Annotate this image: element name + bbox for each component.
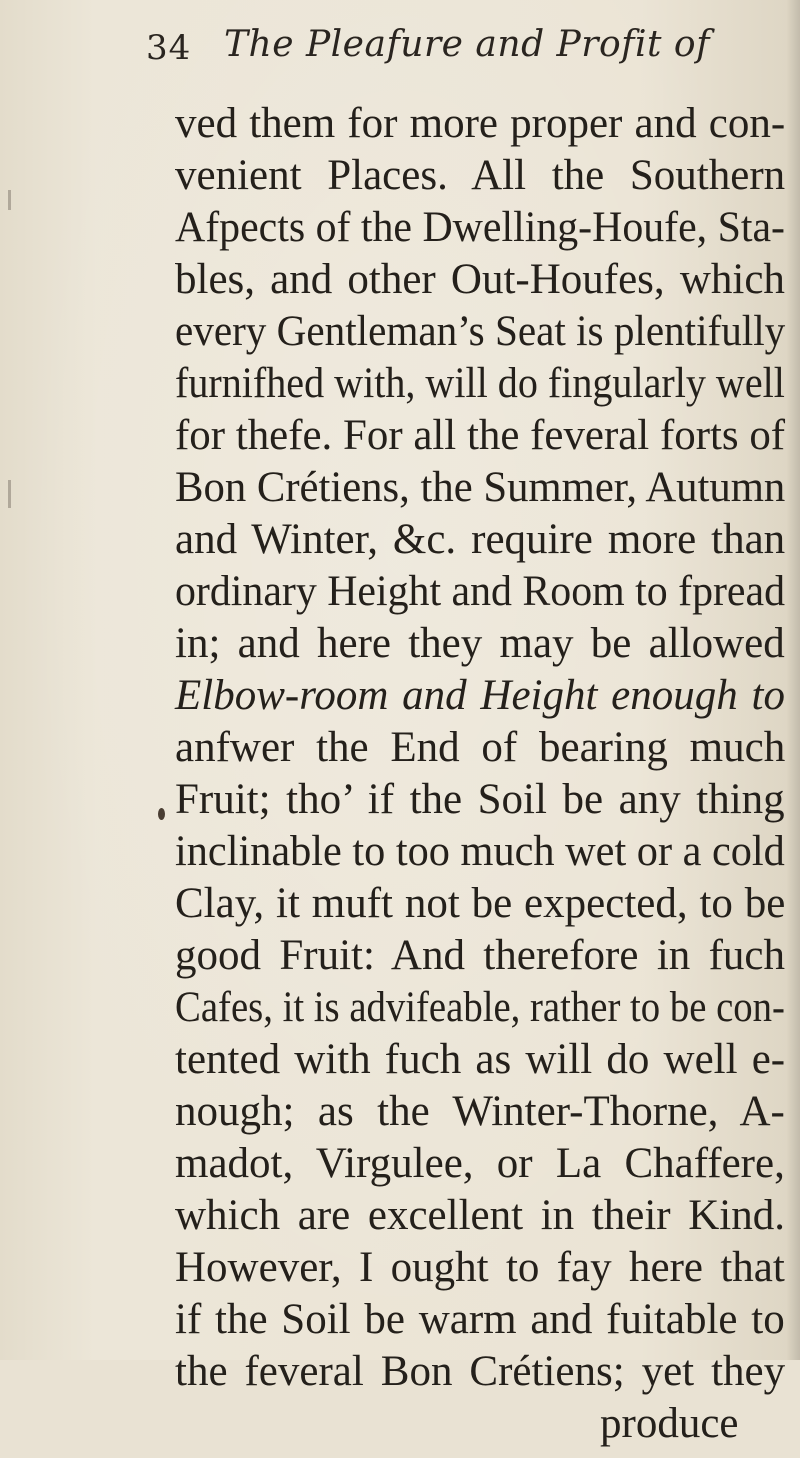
text-line: furnifhed with, will do fingularly well xyxy=(175,360,785,407)
text-line: inclinable to too much wet or a cold xyxy=(175,828,785,875)
running-head xyxy=(146,18,746,70)
text-line: if the Soil be warm and fuitable to xyxy=(175,1296,785,1343)
text-line: which are excellent in their Kind. xyxy=(175,1192,786,1239)
text-line: Bon Crétiens, the Summer, Autumn xyxy=(175,464,786,511)
text-line: madot, Virgulee, or La Chaffere, xyxy=(175,1140,785,1187)
text-line: in; and here they may be allowed xyxy=(175,620,785,667)
text-line: the feveral Bon Crétiens; yet they xyxy=(175,1348,786,1395)
text-line: and Winter, &c. require more than xyxy=(175,516,786,563)
page-number: 34 xyxy=(146,28,192,68)
text-line: Clay, it muft not be expected, to be xyxy=(175,880,786,927)
text-line: good Fruit: And therefore in fuch xyxy=(175,932,786,979)
text-line: ved them for more proper and con- xyxy=(175,100,786,147)
text-line: tented with fuch as will do well e- xyxy=(175,1036,786,1083)
text-line: Cafes, it is advifeable, rather to be con- xyxy=(175,984,785,1031)
running-head-title: The Pleafure and Profit of xyxy=(224,24,710,65)
text-line: venient Places. All the Southern xyxy=(175,152,786,199)
text-line: every Gentleman’s Seat is plentifully xyxy=(175,308,786,355)
text-line: for thefe. For all the feveral forts of xyxy=(175,412,786,459)
catchword-line xyxy=(0,1398,800,1458)
text-line: ordinary Height and Room to fpread xyxy=(175,568,786,615)
text-line: However, I ought to fay here that xyxy=(175,1244,785,1291)
text-line: nough; as the Winter-Thorne, A- xyxy=(175,1088,785,1135)
text-line: anfwer the End of bearing much xyxy=(175,724,786,771)
catchword: produce xyxy=(600,1400,739,1447)
text-line: Fruit; tho’ if the Soil be any thing xyxy=(175,776,785,823)
text-line: Elbow-room and Height enough to xyxy=(175,672,785,719)
text-line: bles, and other Out-Houfes, which xyxy=(175,256,785,303)
text-line: Afpects of the Dwelling-Houfe, Sta- xyxy=(175,204,785,251)
